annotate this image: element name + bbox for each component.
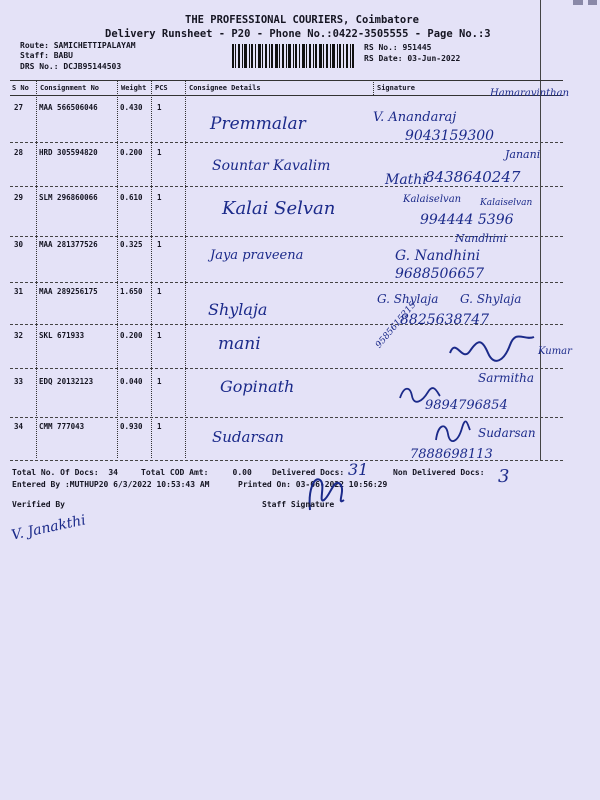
- signature-name: Kumar: [538, 346, 572, 357]
- rs-date-value: 03-Jun-2022: [407, 54, 461, 63]
- col-divider: [151, 80, 152, 458]
- col-divider: [373, 80, 374, 95]
- col-divider: [117, 80, 118, 458]
- signature-phone: 7888698113: [410, 447, 493, 462]
- runsheet-subtitle: Delivery Runsheet - P20 - Phone No.:0422-3505555 - Page No.:3: [105, 28, 491, 40]
- row-sno: 29: [14, 193, 24, 202]
- entered-by: Entered By :MUTHUP20 6/3/2022 10:53:43 AM: [12, 480, 210, 489]
- row-sno: 30: [14, 240, 24, 249]
- signature-scribble: [448, 333, 538, 369]
- signature-phone: 9585615215: [374, 300, 419, 351]
- total-docs: Total No. Of Docs: 34: [12, 468, 118, 477]
- staff-signature-scribble: [300, 470, 350, 518]
- signature-extra: Nandhini: [455, 232, 507, 245]
- drs-line: DRS No.: DCJB95144503: [20, 62, 122, 71]
- signature-phone: 9688506657: [395, 266, 485, 282]
- row-sno: 27: [14, 103, 24, 112]
- row-pcs: 1: [157, 148, 162, 157]
- row-pcs: 1: [157, 331, 162, 340]
- col-weight: Weight: [121, 84, 147, 92]
- col-pcs: PCS: [155, 84, 168, 92]
- consignee-handwriting: Kalai Selvan: [222, 198, 336, 219]
- consignee-handwriting: Gopinath: [220, 377, 295, 396]
- signature-name: Mathi: [385, 172, 427, 188]
- row-weight: 0.200: [120, 148, 143, 157]
- signature-name: G. Shylaja: [377, 292, 439, 306]
- row-sno: 32: [14, 331, 24, 340]
- delivered-docs-handwritten: 31: [348, 460, 369, 479]
- col-divider: [36, 80, 37, 458]
- table-top-rule: [10, 80, 563, 81]
- row-pcs: 1: [157, 193, 162, 202]
- row-consignment: SKL 671933: [39, 331, 85, 340]
- consignee-handwriting: Premmalar: [210, 114, 306, 134]
- non-delivered-docs-handwritten: 3: [498, 466, 510, 487]
- signature-scribble: [432, 420, 472, 448]
- row-weight: 0.430: [120, 103, 143, 112]
- consignee-handwriting: Sudarsan: [212, 428, 284, 446]
- verified-by-label: Verified By: [12, 500, 65, 509]
- row-consignment: HRD 305594820: [39, 148, 98, 157]
- signature-extra: Janani: [505, 148, 541, 161]
- col-signature: Signature: [377, 84, 415, 92]
- signature-phone: 8825638747: [400, 312, 490, 328]
- col-divider: [185, 80, 186, 458]
- signature-phone: 994444 5396: [420, 212, 514, 228]
- non-delivered-docs: Non Delivered Docs:: [393, 468, 485, 477]
- total-cod: Total COD Amt: 0.00: [141, 468, 252, 477]
- row-sno: 28: [14, 148, 24, 157]
- consignee-handwriting: Sountar Kavalim: [212, 158, 331, 174]
- route-value: SAMICHETTIPALAYAM: [53, 41, 136, 50]
- verifier-signature: V. Janakthi: [10, 512, 88, 544]
- signature-name: G. Nandhini: [395, 248, 481, 264]
- delivered-docs: Delivered Docs:: [272, 468, 345, 477]
- signature-name: Sudarsan: [478, 426, 536, 440]
- row-pcs: 1: [157, 422, 162, 431]
- consignee-handwriting: mani: [218, 334, 261, 354]
- page-edge-line: [540, 0, 541, 460]
- row-divider: [10, 142, 563, 143]
- signature-name: Sarmitha: [478, 371, 535, 385]
- consignee-handwriting: Jaya praveena: [210, 248, 304, 263]
- row-sno: 34: [14, 422, 24, 431]
- staff-value: BABU: [53, 51, 73, 60]
- row-pcs: 1: [157, 377, 162, 386]
- company-title: THE PROFESSIONAL COURIERS, Coimbatore: [185, 14, 419, 26]
- rs-no-line: RS No.: 951445: [364, 43, 432, 52]
- rs-no-value: 951445: [402, 43, 432, 52]
- row-pcs: 1: [157, 240, 162, 249]
- col-consignee: Consignee Details: [189, 84, 261, 92]
- drs-value: DCJB95144503: [63, 62, 122, 71]
- row-divider: [10, 186, 563, 187]
- signature-phone: 9894796854: [425, 398, 508, 413]
- row-weight: 0.200: [120, 331, 143, 340]
- row-sno: 31: [14, 287, 24, 296]
- row-divider: [10, 324, 563, 325]
- row-divider: [10, 368, 563, 369]
- signature-name: V. Anandaraj: [373, 110, 457, 125]
- row-pcs: 1: [157, 287, 162, 296]
- row-weight: 0.325: [120, 240, 143, 249]
- scan-mark: [588, 0, 597, 5]
- signature-extra: Hamaravinthan: [490, 88, 570, 99]
- row-divider: [10, 417, 563, 418]
- scan-mark: [573, 0, 583, 5]
- row-consignment: MAA 281377526: [39, 240, 98, 249]
- barcode: [232, 44, 354, 68]
- row-consignment: MAA 566506046: [39, 103, 98, 112]
- consignee-handwriting: Shylaja: [208, 300, 268, 319]
- col-consignment: Consignment No: [40, 84, 100, 92]
- printed-on: Printed On: 03-06-2022 10:56:29: [238, 480, 388, 489]
- staff-line: Staff: BABU: [20, 51, 73, 60]
- row-consignment: CMM 777043: [39, 422, 85, 431]
- route-line: Route: SAMICHETTIPALAYAM: [20, 41, 136, 50]
- row-weight: 0.610: [120, 193, 143, 202]
- row-sno: 33: [14, 377, 24, 386]
- row-weight: 0.930: [120, 422, 143, 431]
- signature-phone: 8438640247: [425, 168, 521, 186]
- table-bottom-rule: [10, 460, 563, 461]
- row-pcs: 1: [157, 103, 162, 112]
- row-consignment: MAA 289256175: [39, 287, 98, 296]
- col-sno: S No: [12, 84, 29, 92]
- signature-phone: 9043159300: [405, 128, 495, 144]
- signature-extra: Kalaiselvan: [480, 198, 533, 208]
- row-weight: 0.040: [120, 377, 143, 386]
- row-divider: [10, 282, 563, 283]
- table-header-rule: [10, 95, 563, 96]
- staff-signature-label: Staff Signature: [262, 500, 335, 509]
- rs-date-line: RS Date: 03-Jun-2022: [364, 54, 461, 63]
- signature-extra: G. Shylaja: [460, 292, 522, 306]
- row-weight: 1.650: [120, 287, 143, 296]
- row-consignment: SLM 296860066: [39, 193, 98, 202]
- signature-name: Kalaiselvan: [403, 194, 462, 205]
- row-consignment: EDQ 20132123: [39, 377, 94, 386]
